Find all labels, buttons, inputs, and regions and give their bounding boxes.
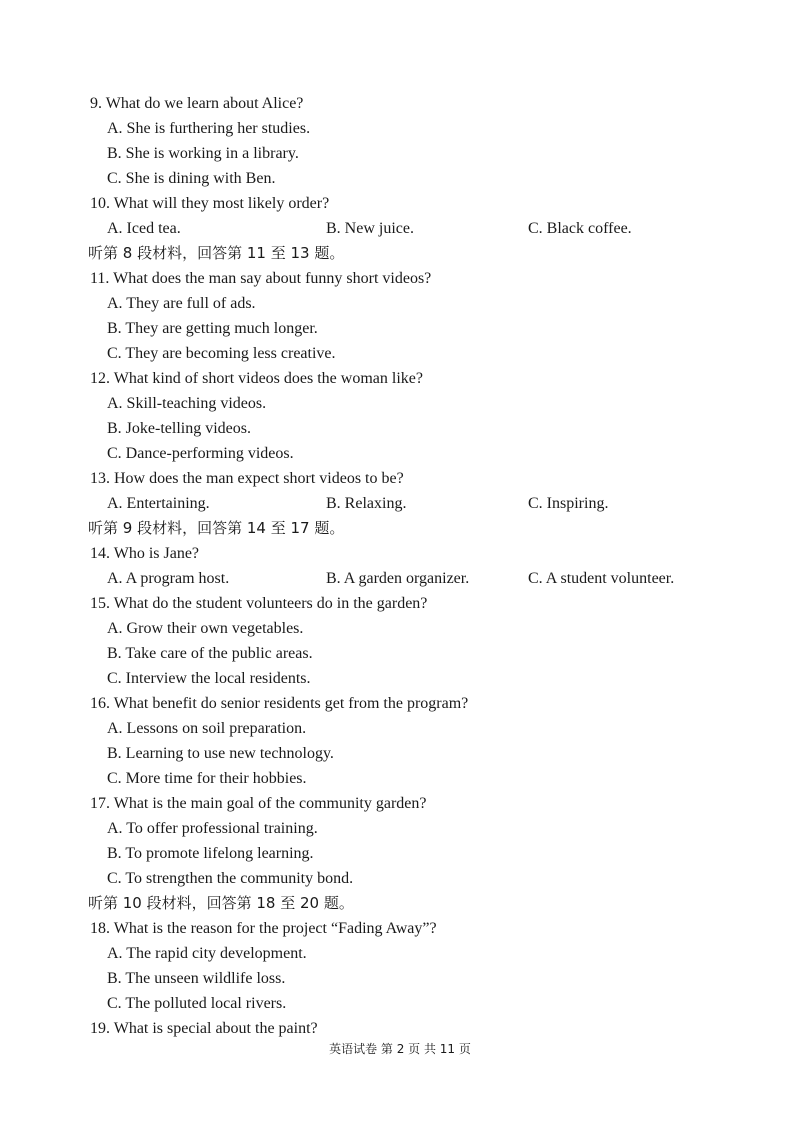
answer-option: A. The rapid city development. (107, 945, 307, 962)
answer-option: C. Dance-performing videos. (107, 445, 294, 462)
answer-option: C. Inspiring. (528, 495, 609, 512)
answer-option: A. To offer professional training. (107, 820, 318, 837)
answer-option: C. The polluted local rivers. (107, 995, 287, 1012)
answer-option: C. A student volunteer. (528, 570, 675, 587)
answer-options-row (107, 491, 747, 516)
question-stem: 10. What will they most likely order? (90, 195, 330, 212)
answer-option: B. To promote lifelong learning. (107, 845, 314, 862)
answer-option: B. A garden organizer. (326, 570, 470, 587)
answer-option: B. She is working in a library. (107, 145, 299, 162)
question-stem: 14. Who is Jane? (90, 545, 200, 562)
answer-option: A. They are full of ads. (107, 295, 256, 312)
answer-option: A. She is furthering her studies. (107, 120, 311, 137)
question-stem: 13. How does the man expect short videos to be? (90, 470, 404, 487)
answer-option: C. Interview the local residents. (107, 670, 311, 687)
answer-option: B. The unseen wildlife loss. (107, 970, 286, 987)
answer-options-row (107, 566, 747, 591)
section-heading: 听第 10 段材料，回答第 18 至 20 题。 (88, 894, 354, 912)
answer-option: C. Black coffee. (528, 220, 632, 237)
question-stem: 18. What is the reason for the project “Fading Away”? (90, 920, 437, 937)
answer-option: A. A program host. (107, 570, 230, 587)
question-stem: 16. What benefit do senior residents get from the program? (90, 695, 469, 712)
section-heading: 听第 8 段材料，回答第 11 至 13 题。 (88, 244, 345, 262)
answer-option: B. They are getting much longer. (107, 320, 318, 337)
answer-option: C. She is dining with Ben. (107, 170, 276, 187)
answer-option: A. Iced tea. (107, 220, 181, 237)
answer-option: A. Entertaining. (107, 495, 210, 512)
answer-options-row (107, 216, 747, 241)
question-stem: 9. What do we learn about Alice? (90, 95, 304, 112)
answer-option: B. Take care of the public areas. (107, 645, 313, 662)
question-stem: 19. What is special about the paint? (90, 1020, 318, 1037)
question-stem: 15. What do the student volunteers do in the garden? (90, 595, 428, 612)
answer-option: A. Skill-teaching videos. (107, 395, 267, 412)
answer-option: A. Grow their own vegetables. (107, 620, 304, 637)
answer-option: C. More time for their hobbies. (107, 770, 307, 787)
answer-option: C. They are becoming less creative. (107, 345, 336, 362)
page-footer: 英语试卷 第 2 页 共 11 页 (329, 1042, 471, 1056)
question-stem: 17. What is the main goal of the community garden? (90, 795, 427, 812)
question-stem: 12. What kind of short videos does the woman like? (90, 370, 423, 387)
answer-option: B. Joke-telling videos. (107, 420, 251, 437)
question-stem: 11. What does the man say about funny short videos? (90, 270, 432, 287)
answer-option: A. Lessons on soil preparation. (107, 720, 307, 737)
section-heading: 听第 9 段材料，回答第 14 至 17 题。 (88, 519, 345, 537)
answer-option: B. Relaxing. (326, 495, 407, 512)
answer-option: B. Learning to use new technology. (107, 745, 334, 762)
answer-option: C. To strengthen the community bond. (107, 870, 354, 887)
answer-option: B. New juice. (326, 220, 414, 237)
